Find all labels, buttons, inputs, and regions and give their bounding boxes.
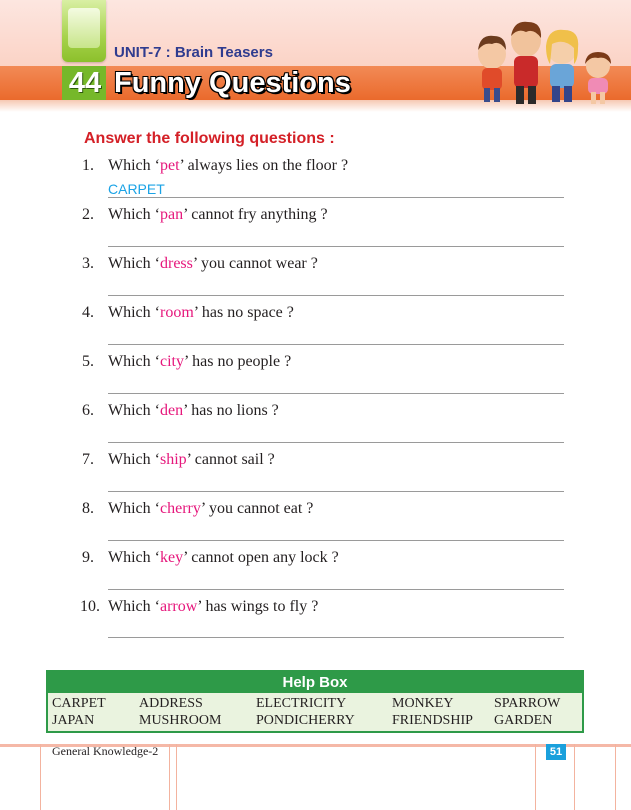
footer-frame-middle bbox=[176, 744, 536, 810]
question-number: 2. bbox=[82, 206, 94, 223]
boy-tall-figure bbox=[511, 22, 541, 104]
question-number: 4. bbox=[82, 304, 94, 321]
question-keyword: arrow bbox=[159, 598, 198, 615]
answer-line-1[interactable] bbox=[108, 197, 564, 198]
page-number: 51 bbox=[546, 744, 566, 760]
question-keyword: room bbox=[159, 304, 194, 321]
question-keyword: ship bbox=[159, 451, 187, 468]
help-word: ADDRESS bbox=[139, 696, 203, 711]
help-box-title: Help Box bbox=[48, 672, 582, 693]
question-number: 6. bbox=[82, 402, 94, 419]
question-keyword: dress bbox=[159, 255, 193, 272]
question-keyword: city bbox=[159, 353, 184, 370]
question-text: Which ‘cherry’ you cannot eat ? bbox=[108, 500, 314, 517]
help-word: CARPET bbox=[52, 696, 106, 711]
chapter-number: 44 bbox=[68, 67, 102, 99]
question-text: Which ‘pet’ always lies on the floor ? bbox=[108, 157, 349, 174]
answer-line-6[interactable] bbox=[108, 442, 564, 443]
question-text: Which ‘key’ cannot open any lock ? bbox=[108, 549, 339, 566]
answer-line-3[interactable] bbox=[108, 295, 564, 296]
unit-label: UNIT-7 : Brain Teasers bbox=[114, 44, 273, 61]
answer-line-9[interactable] bbox=[108, 589, 564, 590]
help-word: JAPAN bbox=[52, 713, 95, 728]
question-text: Which ‘room’ has no space ? bbox=[108, 304, 294, 321]
question-number: 1. bbox=[82, 157, 94, 174]
question-keyword: cherry bbox=[159, 500, 201, 517]
question-text: Which ‘city’ has no people ? bbox=[108, 353, 292, 370]
question-number: 10. bbox=[80, 598, 100, 615]
help-word: MONKEY bbox=[392, 696, 454, 711]
cartoon-kids-illustration bbox=[466, 14, 616, 106]
instruction-heading: Answer the following questions : bbox=[84, 130, 335, 147]
answer-line-8[interactable] bbox=[108, 540, 564, 541]
help-word: SPARROW bbox=[494, 696, 561, 711]
girl-blonde-figure bbox=[546, 30, 578, 102]
question-text: Which ‘den’ has no lions ? bbox=[108, 402, 279, 419]
question-text: Which ‘pan’ cannot fry anything ? bbox=[108, 206, 328, 223]
help-word: ELECTRICITY bbox=[256, 696, 347, 711]
footer-book-title: General Knowledge-2 bbox=[52, 744, 159, 758]
boy-left-figure bbox=[478, 36, 506, 102]
answer-line-4[interactable] bbox=[108, 344, 564, 345]
question-number: 3. bbox=[82, 255, 94, 272]
question-number: 9. bbox=[82, 549, 94, 566]
question-number: 8. bbox=[82, 500, 94, 517]
page-title: Funny Questions bbox=[114, 67, 351, 99]
help-word: FRIENDSHIP bbox=[392, 713, 473, 728]
question-keyword: pan bbox=[159, 206, 184, 223]
help-word: GARDEN bbox=[494, 713, 553, 728]
question-text: Which ‘dress’ you cannot wear ? bbox=[108, 255, 318, 272]
answer-text-1: CARPET bbox=[108, 181, 165, 197]
question-number: 7. bbox=[82, 451, 94, 468]
help-box bbox=[46, 670, 584, 733]
question-text: Which ‘ship’ cannot sail ? bbox=[108, 451, 275, 468]
footer-frame-right bbox=[574, 744, 616, 810]
question-keyword: den bbox=[159, 402, 184, 419]
question-keyword: pet bbox=[159, 157, 180, 174]
question-keyword: key bbox=[159, 549, 184, 566]
answer-line-2[interactable] bbox=[108, 246, 564, 247]
question-text: Which ‘arrow’ has wings to fly ? bbox=[108, 598, 319, 615]
help-word: MUSHROOM bbox=[139, 713, 222, 728]
chapter-tab-inner bbox=[68, 8, 100, 48]
answer-line-5[interactable] bbox=[108, 393, 564, 394]
question-number: 5. bbox=[82, 353, 94, 370]
answer-line-7[interactable] bbox=[108, 491, 564, 492]
help-word: PONDICHERRY bbox=[256, 713, 355, 728]
girl-small-figure bbox=[585, 52, 611, 104]
answer-line-10[interactable] bbox=[108, 637, 564, 638]
chapter-tab bbox=[62, 0, 106, 62]
